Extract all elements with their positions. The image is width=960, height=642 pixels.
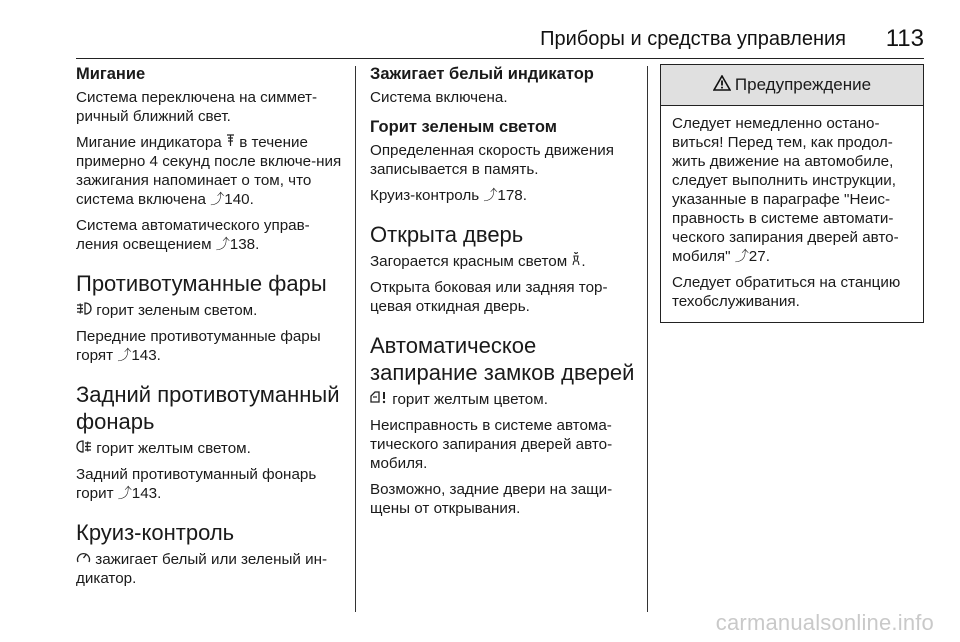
warning-triangle-icon <box>713 75 731 96</box>
arrow-ref-icon: ⤴ <box>483 187 498 203</box>
section-heading-rear-fog: Задний противотуманный фонарь <box>76 382 340 434</box>
arrow-ref-icon: ⤴ <box>734 248 749 264</box>
warning-box <box>660 64 924 323</box>
paragraph: Определенная скорость движения записывается в память. <box>370 142 614 178</box>
rear-fog-lamp-icon <box>76 439 92 458</box>
front-fog-lamp-icon <box>76 301 92 320</box>
page-header <box>76 22 924 59</box>
paragraph: Система переключена на симмет-ричный ближний свет. <box>76 89 318 125</box>
header-title: Приборы и средства управления <box>540 28 846 50</box>
page-number: 113 <box>885 25 924 52</box>
paragraph: Система автоматического управ-ления освещением ⤴138. <box>76 217 310 253</box>
door-open-icon <box>571 252 581 271</box>
section-heading-lock: Автоматическое запирание замков дверей <box>370 333 635 385</box>
warning-body <box>661 106 923 322</box>
paragraph: Возможно, задние двери на защи-щены от открывания. <box>370 481 613 517</box>
arrow-ref-icon: ⤴ <box>117 485 132 501</box>
column-right <box>660 64 924 323</box>
paragraph: Задний противотуманный фонарь горит ⤴143. <box>76 466 317 502</box>
paragraph: горит желтым светом. <box>76 439 348 458</box>
column-divider <box>355 66 356 612</box>
column-divider <box>647 66 648 612</box>
paragraph: Следует немедленно остано-виться! Перед тем, как продол-жить движение на автомобиле, следует выполнить инструкции, указанные в параграфе "Неис-правность в системе автомати-ческого запирания дверей авто-мобиля" ⤴27. <box>672 115 899 265</box>
paragraph: Передние противотуманные фары горят ⤴143. <box>76 328 321 364</box>
arrow-ref-icon: ⤴ <box>117 347 132 363</box>
warning-title: Предупреждение <box>734 75 872 94</box>
watermark: carmanualsonline.info <box>715 610 934 635</box>
section-heading-door: Открыта дверь <box>370 222 524 247</box>
paragraph: Неисправность в системе автома-тического запирания дверей авто-мобиля. <box>370 417 613 472</box>
section-heading-green: Горит зеленым светом <box>370 118 557 136</box>
warning-header <box>661 65 923 106</box>
light-beam-icon <box>226 133 235 152</box>
section-heading-white: Зажигает белый индикатор <box>370 65 594 83</box>
paragraph: горит зеленым светом. <box>76 301 348 320</box>
paragraph: Загорается красным светом . <box>370 252 635 271</box>
paragraph: Система включена. <box>370 89 508 106</box>
paragraph: Мигание индикатора в течение примерно 4 секунд после включе-ния зажигания напоминает о том, что система включена ⤴140. <box>76 134 342 208</box>
door-lock-fault-icon <box>370 390 388 409</box>
paragraph: зажигает белый или зеленый ин-дикатор. <box>76 551 328 587</box>
arrow-ref-icon: ⤴ <box>215 236 230 252</box>
section-heading-cruise: Круиз-контроль <box>76 520 235 545</box>
arrow-ref-icon: ⤴ <box>210 191 225 207</box>
paragraph: Круиз-контроль ⤴178. <box>370 187 527 204</box>
column-middle <box>370 64 635 525</box>
section-heading-blink: Мигание <box>76 65 146 83</box>
paragraph: горит желтым цветом. <box>370 390 635 409</box>
section-heading-front-fog: Противотуманные фары <box>76 271 327 296</box>
paragraph: Открыта боковая или задняя тор-цевая откидная дверь. <box>370 279 608 315</box>
column-left <box>76 64 348 595</box>
cruise-control-icon <box>76 550 91 569</box>
paragraph: Следует обратиться на станцию техобслуживания. <box>672 274 901 310</box>
